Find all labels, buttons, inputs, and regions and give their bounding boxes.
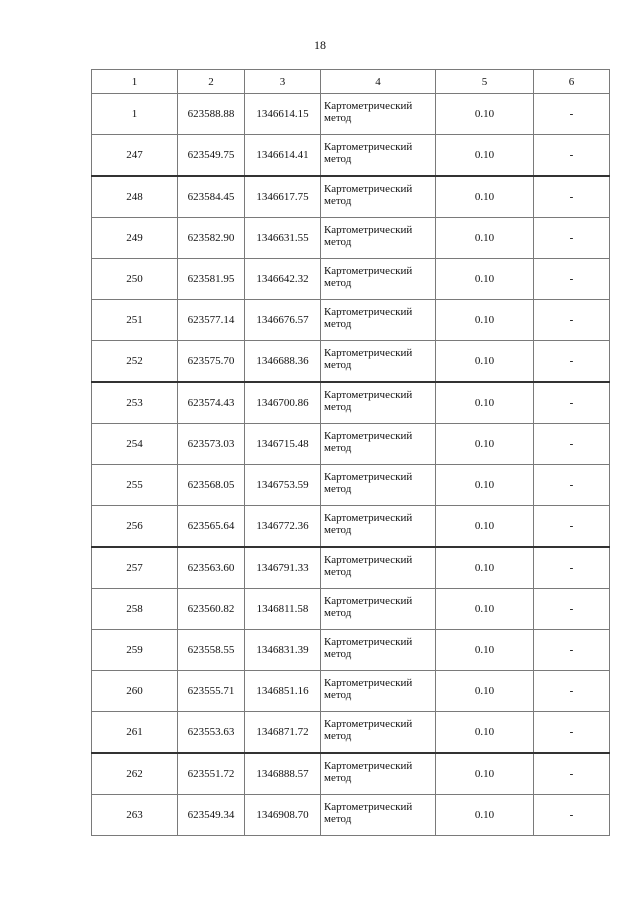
y-coordinate-cell: 1346772.36 bbox=[245, 506, 321, 548]
x-coordinate-cell: 623553.63 bbox=[178, 712, 245, 754]
accuracy-cell: 0.10 bbox=[436, 259, 534, 300]
point-number-cell: 250 bbox=[92, 259, 178, 300]
accuracy-cell: 0.10 bbox=[436, 795, 534, 836]
point-number-cell: 251 bbox=[92, 300, 178, 341]
method-cell: Картометрический метод bbox=[321, 259, 436, 300]
accuracy-cell: 0.10 bbox=[436, 176, 534, 218]
coordinates-table bbox=[91, 69, 610, 836]
point-number-cell: 253 bbox=[92, 382, 178, 424]
y-coordinate-cell: 1346831.39 bbox=[245, 630, 321, 671]
note-cell: - bbox=[534, 465, 610, 506]
method-cell: Картометрический метод bbox=[321, 547, 436, 589]
table-row bbox=[92, 547, 610, 589]
y-coordinate-cell: 1346871.72 bbox=[245, 712, 321, 754]
method-cell: Картометрический метод bbox=[321, 630, 436, 671]
point-number-cell: 261 bbox=[92, 712, 178, 754]
accuracy-cell: 0.10 bbox=[436, 424, 534, 465]
x-coordinate-cell: 623575.70 bbox=[178, 341, 245, 383]
method-cell: Картометрический метод bbox=[321, 795, 436, 836]
table-row bbox=[92, 506, 610, 548]
method-cell: Картометрический метод bbox=[321, 135, 436, 177]
y-coordinate-cell: 1346614.41 bbox=[245, 135, 321, 177]
x-coordinate-cell: 623565.64 bbox=[178, 506, 245, 548]
y-coordinate-cell: 1346888.57 bbox=[245, 753, 321, 795]
note-cell: - bbox=[534, 341, 610, 383]
method-cell: Картометрический метод bbox=[321, 300, 436, 341]
column-header: 4 bbox=[321, 70, 436, 94]
y-coordinate-cell: 1346811.58 bbox=[245, 589, 321, 630]
table-body bbox=[92, 94, 610, 836]
note-cell: - bbox=[534, 135, 610, 177]
table-row bbox=[92, 176, 610, 218]
y-coordinate-cell: 1346688.36 bbox=[245, 341, 321, 383]
note-cell: - bbox=[534, 424, 610, 465]
point-number-cell: 258 bbox=[92, 589, 178, 630]
x-coordinate-cell: 623549.34 bbox=[178, 795, 245, 836]
y-coordinate-cell: 1346631.55 bbox=[245, 218, 321, 259]
method-cell: Картометрический метод bbox=[321, 341, 436, 383]
point-number-cell: 259 bbox=[92, 630, 178, 671]
accuracy-cell: 0.10 bbox=[436, 712, 534, 754]
y-coordinate-cell: 1346700.86 bbox=[245, 382, 321, 424]
table-row bbox=[92, 94, 610, 135]
accuracy-cell: 0.10 bbox=[436, 300, 534, 341]
x-coordinate-cell: 623563.60 bbox=[178, 547, 245, 589]
table-row bbox=[92, 259, 610, 300]
table-row bbox=[92, 671, 610, 712]
y-coordinate-cell: 1346617.75 bbox=[245, 176, 321, 218]
note-cell: - bbox=[534, 382, 610, 424]
x-coordinate-cell: 623555.71 bbox=[178, 671, 245, 712]
x-coordinate-cell: 623558.55 bbox=[178, 630, 245, 671]
x-coordinate-cell: 623551.72 bbox=[178, 753, 245, 795]
note-cell: - bbox=[534, 671, 610, 712]
x-coordinate-cell: 623573.03 bbox=[178, 424, 245, 465]
accuracy-cell: 0.10 bbox=[436, 94, 534, 135]
y-coordinate-cell: 1346715.48 bbox=[245, 424, 321, 465]
accuracy-cell: 0.10 bbox=[436, 547, 534, 589]
column-header: 5 bbox=[436, 70, 534, 94]
note-cell: - bbox=[534, 589, 610, 630]
page-number: 18 bbox=[314, 38, 326, 52]
note-cell: - bbox=[534, 795, 610, 836]
note-cell: - bbox=[534, 94, 610, 135]
y-coordinate-cell: 1346614.15 bbox=[245, 94, 321, 135]
column-header: 3 bbox=[245, 70, 321, 94]
table-header-row bbox=[92, 70, 610, 94]
point-number-cell: 256 bbox=[92, 506, 178, 548]
point-number-cell: 248 bbox=[92, 176, 178, 218]
accuracy-cell: 0.10 bbox=[436, 630, 534, 671]
method-cell: Картометрический метод bbox=[321, 506, 436, 548]
x-coordinate-cell: 623574.43 bbox=[178, 382, 245, 424]
note-cell: - bbox=[534, 547, 610, 589]
table-row bbox=[92, 465, 610, 506]
accuracy-cell: 0.10 bbox=[436, 506, 534, 548]
accuracy-cell: 0.10 bbox=[436, 218, 534, 259]
table-row bbox=[92, 630, 610, 671]
note-cell: - bbox=[534, 630, 610, 671]
x-coordinate-cell: 623549.75 bbox=[178, 135, 245, 177]
method-cell: Картометрический метод bbox=[321, 424, 436, 465]
note-cell: - bbox=[534, 218, 610, 259]
point-number-cell: 262 bbox=[92, 753, 178, 795]
x-coordinate-cell: 623560.82 bbox=[178, 589, 245, 630]
note-cell: - bbox=[534, 506, 610, 548]
point-number-cell: 254 bbox=[92, 424, 178, 465]
point-number-cell: 257 bbox=[92, 547, 178, 589]
accuracy-cell: 0.10 bbox=[436, 671, 534, 712]
method-cell: Картометрический метод bbox=[321, 465, 436, 506]
column-header: 2 bbox=[178, 70, 245, 94]
x-coordinate-cell: 623582.90 bbox=[178, 218, 245, 259]
y-coordinate-cell: 1346851.16 bbox=[245, 671, 321, 712]
column-header: 6 bbox=[534, 70, 610, 94]
note-cell: - bbox=[534, 259, 610, 300]
x-coordinate-cell: 623577.14 bbox=[178, 300, 245, 341]
y-coordinate-cell: 1346791.33 bbox=[245, 547, 321, 589]
y-coordinate-cell: 1346676.57 bbox=[245, 300, 321, 341]
point-number-cell: 255 bbox=[92, 465, 178, 506]
x-coordinate-cell: 623584.45 bbox=[178, 176, 245, 218]
method-cell: Картометрический метод bbox=[321, 753, 436, 795]
point-number-cell: 1 bbox=[92, 94, 178, 135]
note-cell: - bbox=[534, 712, 610, 754]
note-cell: - bbox=[534, 176, 610, 218]
column-header: 1 bbox=[92, 70, 178, 94]
table-row bbox=[92, 712, 610, 754]
point-number-cell: 247 bbox=[92, 135, 178, 177]
method-cell: Картометрический метод bbox=[321, 671, 436, 712]
method-cell: Картометрический метод bbox=[321, 589, 436, 630]
accuracy-cell: 0.10 bbox=[436, 382, 534, 424]
method-cell: Картометрический метод bbox=[321, 712, 436, 754]
table-row bbox=[92, 753, 610, 795]
method-cell: Картометрический метод bbox=[321, 94, 436, 135]
y-coordinate-cell: 1346642.32 bbox=[245, 259, 321, 300]
x-coordinate-cell: 623588.88 bbox=[178, 94, 245, 135]
point-number-cell: 249 bbox=[92, 218, 178, 259]
accuracy-cell: 0.10 bbox=[436, 753, 534, 795]
x-coordinate-cell: 623581.95 bbox=[178, 259, 245, 300]
method-cell: Картометрический метод bbox=[321, 218, 436, 259]
y-coordinate-cell: 1346908.70 bbox=[245, 795, 321, 836]
accuracy-cell: 0.10 bbox=[436, 589, 534, 630]
table-row bbox=[92, 424, 610, 465]
accuracy-cell: 0.10 bbox=[436, 135, 534, 177]
accuracy-cell: 0.10 bbox=[436, 341, 534, 383]
x-coordinate-cell: 623568.05 bbox=[178, 465, 245, 506]
note-cell: - bbox=[534, 753, 610, 795]
table-row bbox=[92, 341, 610, 383]
method-cell: Картометрический метод bbox=[321, 382, 436, 424]
table-row bbox=[92, 382, 610, 424]
table-row bbox=[92, 589, 610, 630]
point-number-cell: 252 bbox=[92, 341, 178, 383]
note-cell: - bbox=[534, 300, 610, 341]
point-number-cell: 260 bbox=[92, 671, 178, 712]
table-row bbox=[92, 795, 610, 836]
method-cell: Картометрический метод bbox=[321, 176, 436, 218]
y-coordinate-cell: 1346753.59 bbox=[245, 465, 321, 506]
table-row bbox=[92, 300, 610, 341]
point-number-cell: 263 bbox=[92, 795, 178, 836]
table-row bbox=[92, 218, 610, 259]
table-row bbox=[92, 135, 610, 177]
accuracy-cell: 0.10 bbox=[436, 465, 534, 506]
